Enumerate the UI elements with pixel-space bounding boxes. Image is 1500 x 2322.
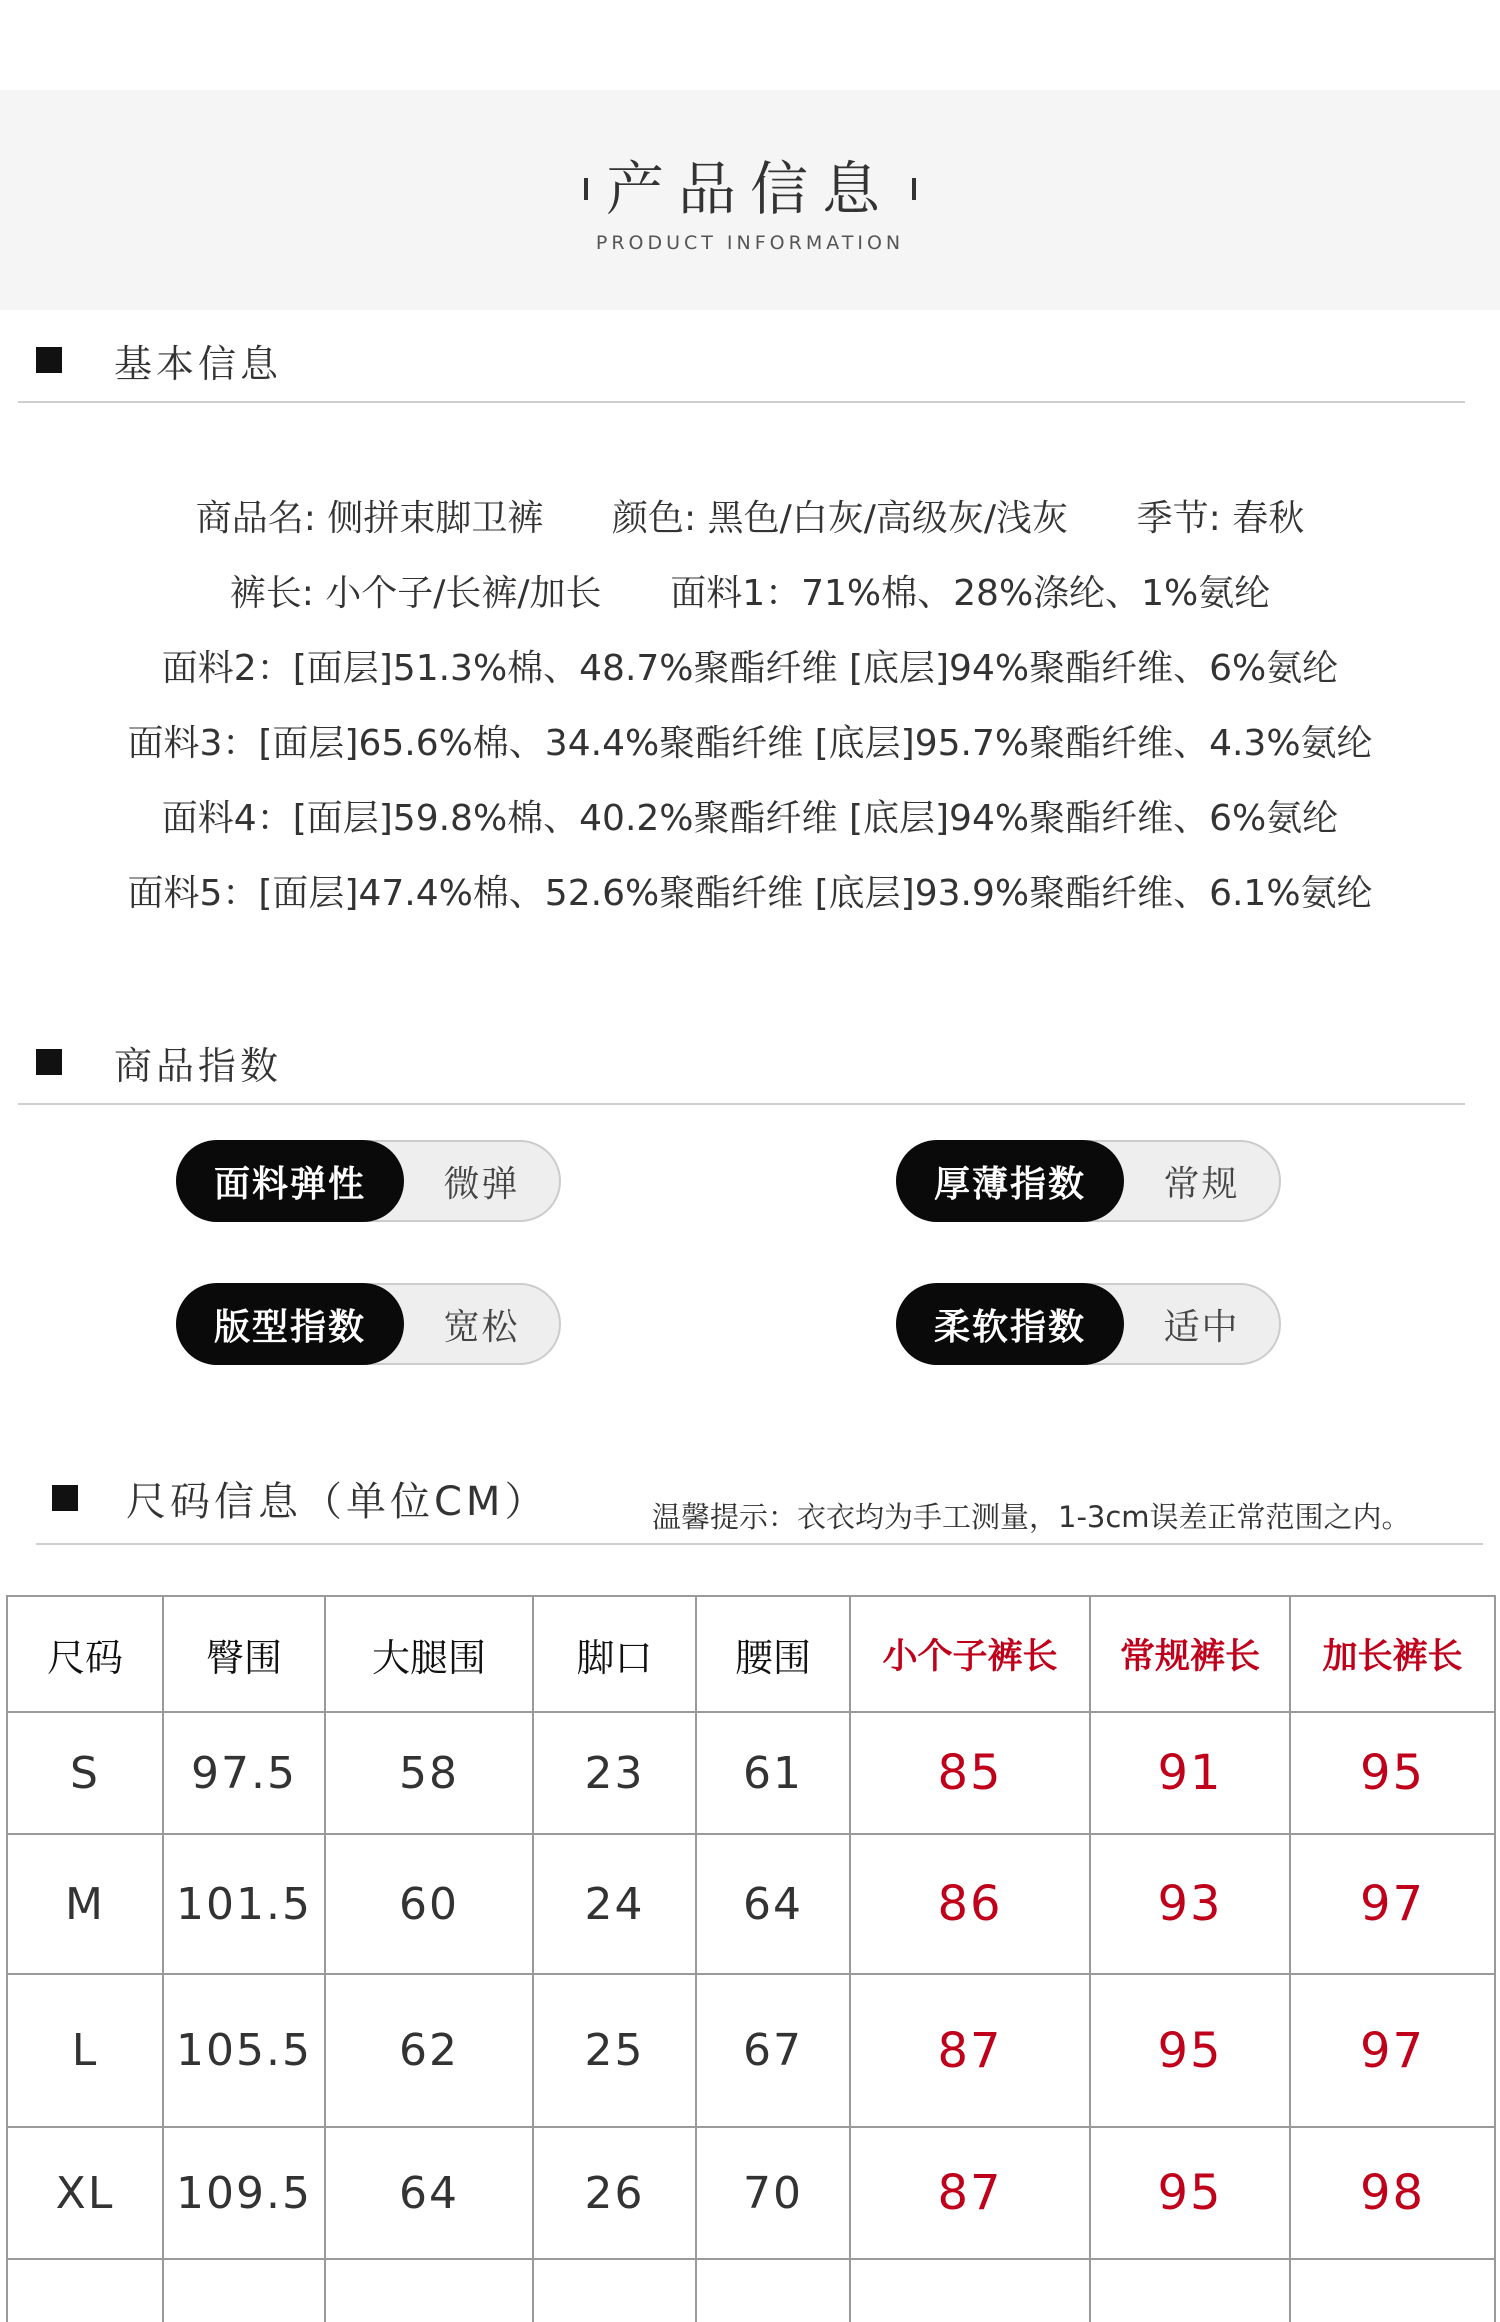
col-header: 小个子裤长 [850,1596,1090,1712]
table-cell: 95 [1290,1712,1495,1834]
table-cell: 87 [850,2127,1090,2259]
table-cell: 95 [1090,2127,1290,2259]
table-row [7,1712,1495,1834]
table-cell: 105.5 [163,1974,325,2127]
index-label: 版型指数 [176,1283,404,1365]
table-cell: 60 [325,1834,533,1974]
size-table [6,1595,1496,2322]
section-product-index [36,1032,282,1092]
index-value: 微弹 [443,1163,520,1205]
table-cell: XL [7,2127,163,2259]
table-header-row [7,1596,1495,1712]
table-cell: 95 [1090,1974,1290,2127]
table-cell [163,2259,325,2322]
table-cell: 98 [1290,2127,1495,2259]
index-label: 厚薄指数 [896,1140,1124,1222]
section-basic-info [36,330,282,390]
square-bullet-icon [36,1049,62,1075]
col-header: 常规裤长 [1090,1596,1290,1712]
info-line: 裤长: 小个子/长裤/加长 面料1：71%棉、28%涤纶、1%氨纶 [229,573,1271,614]
table-cell: 86 [850,1834,1090,1974]
table-cell: 87 [850,1974,1090,2127]
table-cell [1290,2259,1495,2322]
section-size-info [52,1468,548,1528]
table-cell: 64 [325,2127,533,2259]
table-cell: M [7,1834,163,1974]
table-cell: 101.5 [163,1834,325,1974]
index-label: 柔软指数 [896,1283,1124,1365]
col-header: 加长裤长 [1290,1596,1495,1712]
table-cell: 64 [696,1834,850,1974]
page-title [0,142,1500,226]
table-cell: 109.5 [163,2127,325,2259]
col-header: 大腿围 [325,1596,533,1712]
table-cell: 97 [1290,1834,1495,1974]
table-cell: 93 [1090,1834,1290,1974]
table-cell: 85 [850,1712,1090,1834]
page-subtitle: PRODUCT INFORMATION [595,232,905,254]
info-line: 面料4：[面层]59.8%棉、40.2%聚酯纤维 [底层]94%聚酯纤维、6%氨纶 [161,798,1339,839]
col-header: 臀围 [163,1596,325,1712]
header-band [0,90,1500,310]
info-line: 面料3：[面层]65.6%棉、34.4%聚酯纤维 [底层]95.7%聚酯纤维、4.3%氨纶 [127,723,1373,764]
table-cell: 70 [696,2127,850,2259]
table-cell [696,2259,850,2322]
measurement-tip: 温馨提示：衣衣均为手工测量，1-3cm误差正常范围之内。 [652,1500,1411,1534]
title-left-tick [584,178,588,200]
table-cell: 58 [325,1712,533,1834]
table-cell: 26 [533,2127,696,2259]
index-value: 常规 [1163,1163,1240,1205]
table-cell: 97 [1290,1974,1495,2127]
section-title: 商品指数 [114,1043,283,1088]
index-value: 宽松 [443,1306,520,1348]
table-cell [325,2259,533,2322]
table-cell: 61 [696,1712,850,1834]
page-title-text: 产品信息 [605,155,894,223]
table-cell: L [7,1974,163,2127]
index-label: 面料弹性 [176,1140,404,1222]
table-row [7,1974,1495,2127]
table-row [7,2259,1495,2322]
table-cell: 67 [696,1974,850,2127]
section-divider [36,1543,1483,1545]
index-pill-fit [176,1283,561,1365]
table-cell: 62 [325,1974,533,2127]
table-cell: S [7,1712,163,1834]
index-value: 适中 [1163,1306,1240,1348]
square-bullet-icon [36,347,62,373]
title-right-tick [912,178,916,200]
table-cell [1090,2259,1290,2322]
table-cell [7,2259,163,2322]
section-title: 基本信息 [114,341,283,386]
col-header: 脚口 [533,1596,696,1712]
info-line: 面料2：[面层]51.3%棉、48.7%聚酯纤维 [底层]94%聚酯纤维、6%氨纶 [161,648,1339,689]
table-cell [850,2259,1090,2322]
index-pill-elasticity [176,1140,561,1222]
table-row [7,2127,1495,2259]
col-header: 尺码 [7,1596,163,1712]
table-cell [533,2259,696,2322]
table-cell: 25 [533,1974,696,2127]
square-bullet-icon [52,1485,78,1511]
index-pill-thickness [896,1140,1281,1222]
table-row [7,1834,1495,1974]
col-header: 腰围 [696,1596,850,1712]
section-divider [18,1103,1465,1105]
section-divider [18,401,1465,403]
table-cell: 23 [533,1712,696,1834]
table-cell: 97.5 [163,1712,325,1834]
table-cell: 91 [1090,1712,1290,1834]
info-line: 商品名: 侧拼束脚卫裤 颜色: 黑色/白灰/高级灰/浅灰 季节: 春秋 [195,498,1305,539]
info-line: 面料5：[面层]47.4%棉、52.6%聚酯纤维 [底层]93.9%聚酯纤维、6.1%氨纶 [127,873,1373,914]
section-title: 尺码信息（单位CM） [126,1478,549,1525]
table-cell: 24 [533,1834,696,1974]
index-pill-softness [896,1283,1281,1365]
